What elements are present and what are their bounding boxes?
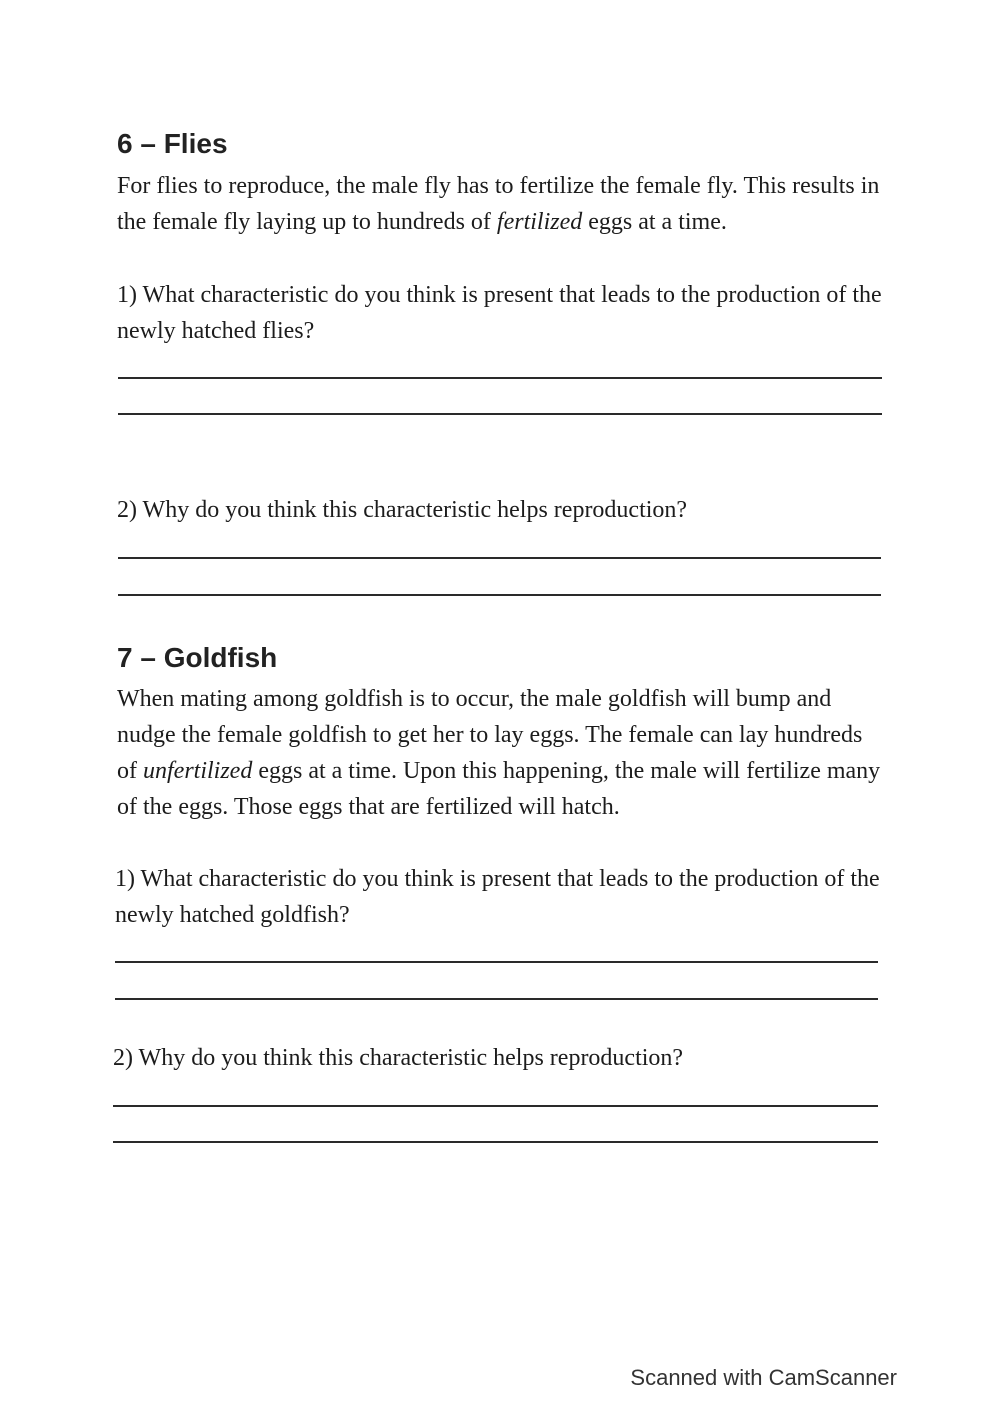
section-6-intro bbox=[117, 168, 897, 240]
section-7-q2-answer-line-2[interactable] bbox=[113, 1141, 878, 1143]
section-6-q1-answer-line-1[interactable] bbox=[118, 377, 882, 379]
section-6-question-2: 2) Why do you think this characteristic helps reproduction? bbox=[117, 497, 688, 523]
section-7-intro-emphasis: unfertilized bbox=[143, 758, 253, 784]
section-7-intro-text-1: When mating among goldfish is to occur, the male goldfish will bump and nudge the female goldfish to get her to lay eggs. The female can lay hundreds of bbox=[117, 686, 863, 784]
section-7-title: 7 – Goldfish bbox=[117, 642, 278, 673]
section-7-question-2: 2) Why do you think this characteristic helps reproduction? bbox=[113, 1045, 684, 1071]
section-6-intro-emphasis: fertilized bbox=[496, 209, 583, 235]
camscanner-watermark: Scanned with CamScanner bbox=[630, 1365, 897, 1390]
section-7-q1-answer-line-2[interactable] bbox=[115, 998, 878, 1000]
section-7-q1-answer-line-1[interactable] bbox=[115, 961, 878, 963]
section-6-q2-answer-line-1[interactable] bbox=[118, 557, 881, 559]
section-6-intro-text-2: eggs at a time. bbox=[582, 209, 727, 235]
section-7-intro bbox=[117, 681, 882, 825]
section-6-q2-answer-line-2[interactable] bbox=[118, 594, 881, 596]
section-6-title: 6 – Flies bbox=[117, 128, 228, 159]
section-7-question-1: 1) What characteristic do you think is present that leads to the production of the newly hatched goldfish? bbox=[115, 866, 880, 928]
section-6-q1-answer-line-2[interactable] bbox=[118, 413, 882, 415]
section-6-question-1: 1) What characteristic do you think is present that leads to the production of the newly hatched flies? bbox=[117, 282, 882, 344]
section-6-intro-text-1: For flies to reproduce, the male fly has to fertilize the female fly. This results in the female fly laying up to hundreds of bbox=[117, 173, 880, 235]
section-7-intro-text-2: eggs at a time. Upon this happening, the male will fertilize many of the eggs. Those eggs that are fertilized will hatch. bbox=[117, 758, 881, 820]
section-7-q2-answer-line-1[interactable] bbox=[113, 1105, 878, 1107]
